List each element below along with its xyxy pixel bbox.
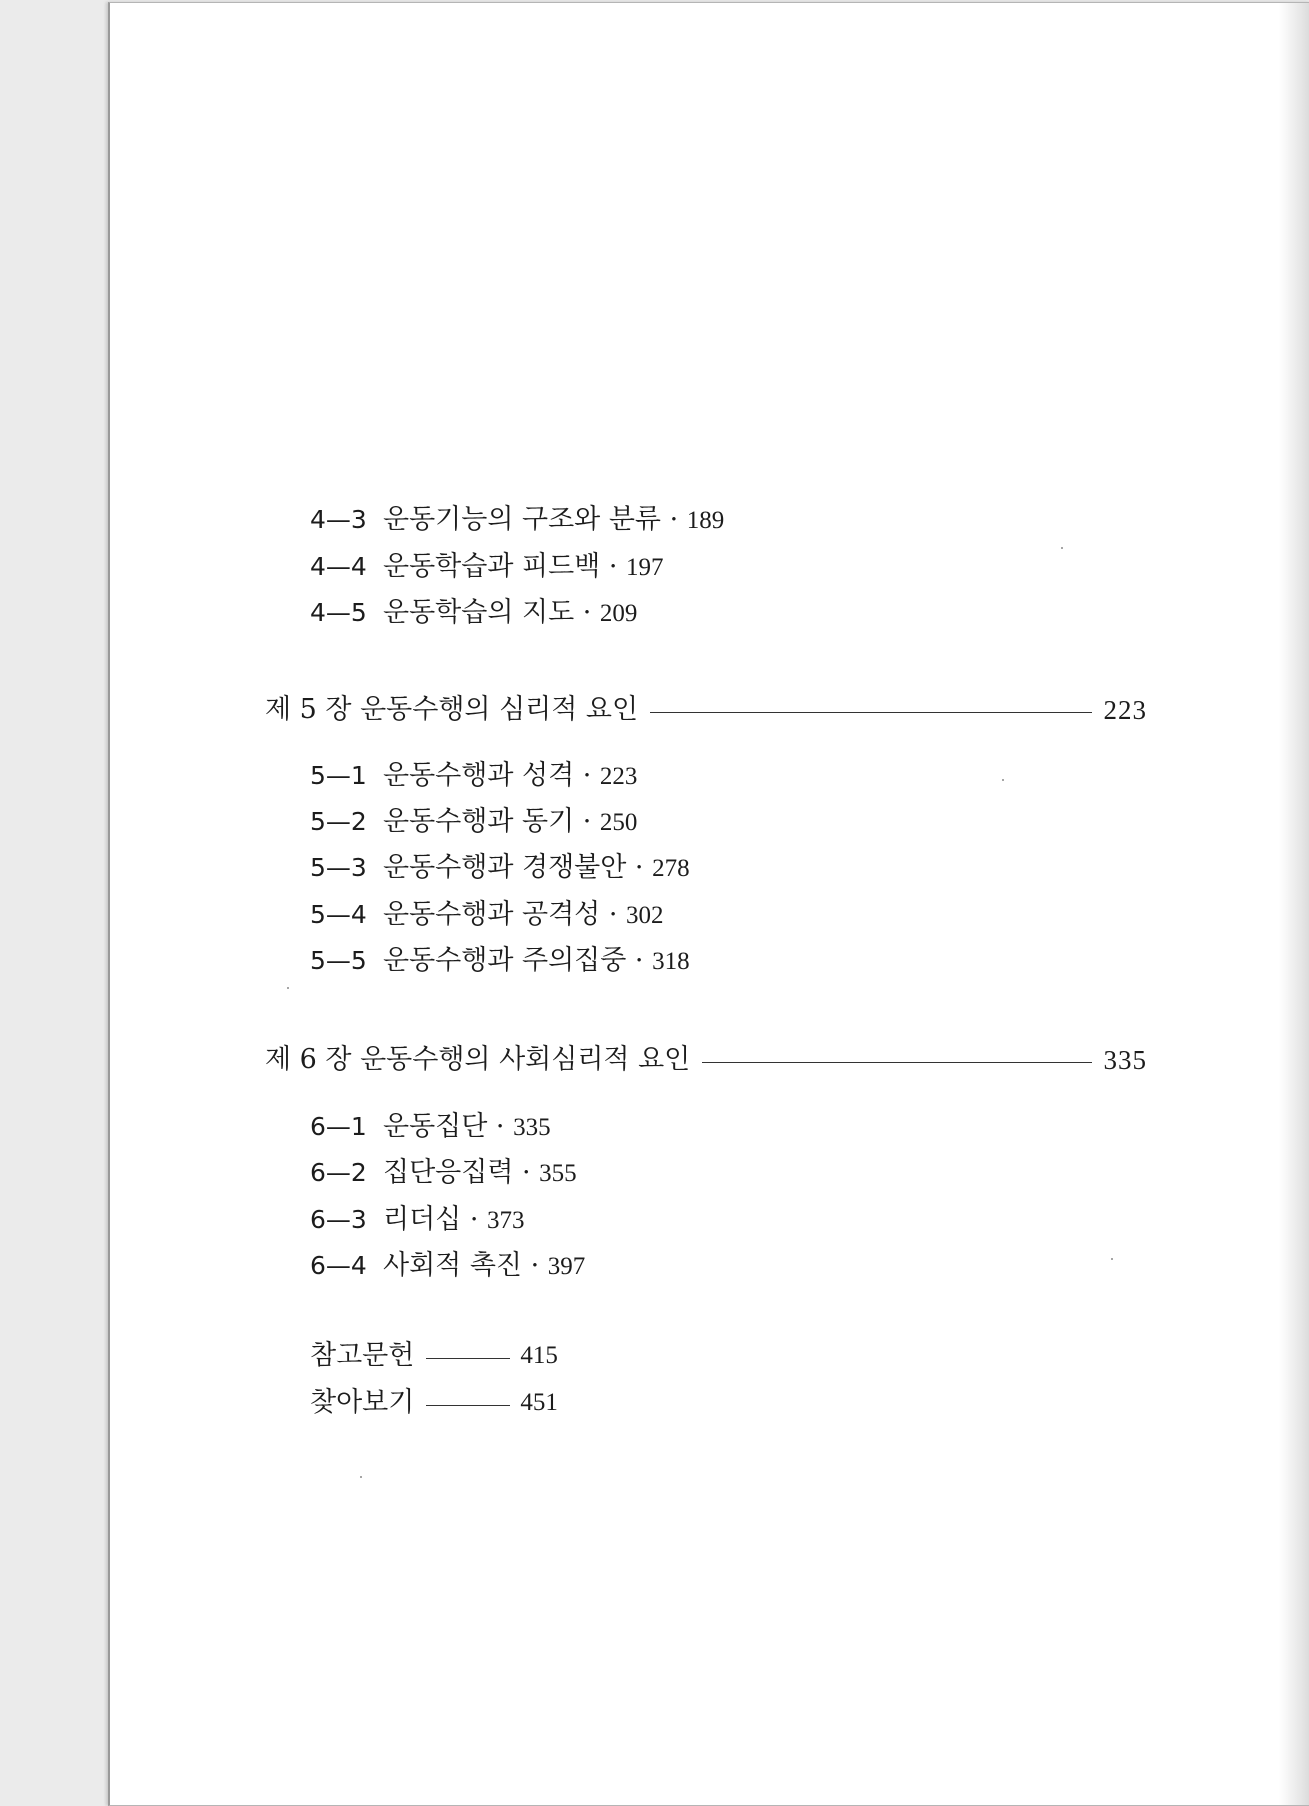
scan-speck (1061, 547, 1063, 549)
section-number: 5—4 (310, 900, 367, 929)
section-page: 302 (626, 902, 664, 929)
leader-rule (650, 712, 1091, 713)
section-title: 운동수행과 성격 (383, 760, 575, 791)
section-number: 6—1 (310, 1112, 367, 1141)
toc-entry-6-3[interactable]: 6—3 리더십 · 373 (310, 1204, 525, 1235)
section-title: 운동수행과 주의집중 (383, 945, 627, 976)
toc-entry-5-4[interactable]: 5—4 운동수행과 공격성 · 302 (310, 899, 664, 930)
section-number: 4—5 (310, 598, 367, 627)
toc-references[interactable] (310, 1339, 558, 1373)
toc-entry-4-3[interactable]: 4—3 운동기능의 구조와 분류 · 189 (310, 504, 725, 535)
toc-entry-4-4[interactable]: 4—4 운동학습과 피드백 · 197 (310, 551, 664, 582)
toc-index[interactable] (310, 1386, 558, 1420)
toc-entry-5-2[interactable]: 5—2 운동수행과 동기 · 250 (310, 806, 638, 837)
scan-speck (360, 1476, 362, 1478)
section-page: 209 (599, 600, 638, 627)
section-title: 운동수행과 공격성 (383, 899, 601, 930)
book-page (108, 2, 1309, 1806)
toc-entry-6-2[interactable]: 6—2 집단응집력 · 355 (310, 1157, 577, 1188)
page-edge-shadow (1279, 3, 1309, 1805)
section-page: 373 (487, 1207, 525, 1234)
section-number: 6—2 (310, 1158, 367, 1187)
section-page: 189 (686, 507, 725, 534)
chapter-title: 제 6 장 운동수행의 사회심리적 요인 (265, 1044, 691, 1075)
scan-speck (1111, 1258, 1113, 1260)
section-title: 운동수행과 경쟁불안 (383, 852, 627, 883)
toc-chapter-6[interactable] (265, 1043, 1147, 1077)
chapter-title: 제 5 장 운동수행의 심리적 요인 (265, 694, 639, 725)
scan-speck (287, 987, 289, 989)
chapter-page: 223 (1103, 695, 1147, 725)
section-title: 리더십 (383, 1204, 462, 1235)
toc-entry-6-4[interactable]: 6—4 사회적 촉진 · 397 (310, 1250, 586, 1281)
section-page: 397 (547, 1253, 586, 1280)
section-page: 355 (539, 1160, 577, 1187)
section-number: 6—3 (310, 1205, 367, 1234)
back-matter-page: 415 (520, 1342, 558, 1369)
section-title: 사회적 촉진 (383, 1250, 522, 1281)
section-number: 5—3 (310, 853, 367, 882)
section-page: 278 (652, 855, 690, 882)
section-title: 운동집단 (383, 1111, 488, 1142)
section-title: 집단응집력 (383, 1157, 514, 1188)
section-title: 운동학습과 피드백 (383, 551, 601, 582)
toc-entry-5-3[interactable]: 5—3 운동수행과 경쟁불안 · 278 (310, 852, 690, 883)
leader-rule (426, 1358, 510, 1359)
scan-speck (1002, 779, 1004, 781)
back-matter-title: 찾아보기 (310, 1387, 415, 1418)
toc-chapter-5[interactable] (265, 693, 1147, 727)
section-number: 5—1 (310, 761, 367, 790)
toc-entry-6-1[interactable]: 6—1 운동집단 · 335 (310, 1111, 551, 1142)
section-number: 4—4 (310, 552, 367, 581)
section-number: 5—2 (310, 807, 367, 836)
section-title: 운동학습의 지도 (383, 597, 575, 628)
toc-entry-5-1[interactable]: 5—1 운동수행과 성격 · 223 (310, 760, 638, 791)
leader-rule (702, 1062, 1091, 1063)
chapter-page: 335 (1103, 1045, 1147, 1075)
section-title: 운동기능의 구조와 분류 (383, 504, 661, 535)
section-page: 197 (626, 554, 664, 581)
section-page: 335 (513, 1114, 551, 1141)
toc-entry-5-5[interactable]: 5—5 운동수행과 주의집중 · 318 (310, 945, 690, 976)
back-matter-title: 참고문헌 (310, 1340, 415, 1371)
section-page: 318 (652, 948, 690, 975)
section-number: 6—4 (310, 1251, 367, 1280)
back-matter-page: 451 (520, 1389, 558, 1416)
section-page: 223 (599, 763, 638, 790)
section-number: 4—3 (310, 505, 367, 534)
leader-rule (426, 1405, 510, 1406)
section-title: 운동수행과 동기 (383, 806, 575, 837)
toc-entry-4-5[interactable]: 4—5 운동학습의 지도 · 209 (310, 597, 638, 628)
section-number: 5—5 (310, 946, 367, 975)
section-page: 250 (599, 809, 638, 836)
